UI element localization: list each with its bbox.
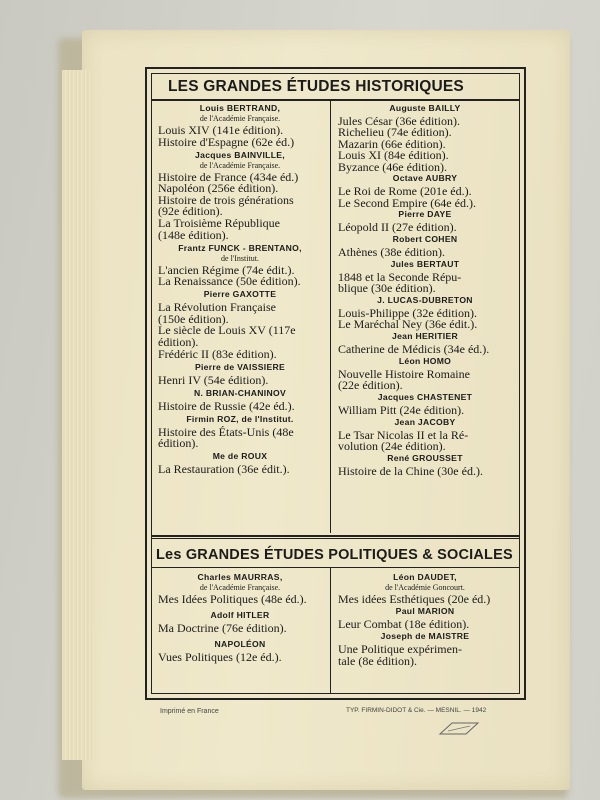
work-title: (150e édition). [158,311,229,326]
work-title: Leur Combat (18e édition). [338,617,470,631]
column-divider-top [330,101,331,533]
work-title: Catherine de Médicis (34e éd.). [338,342,490,356]
author-name: Léon HOMO [398,355,452,366]
footer-printed-in: Imprimé en France [160,708,219,715]
author-name: Jacques CHASTENET [377,391,473,402]
work-title: Une Politique expérimen- [338,642,462,656]
work-title: Mes idées Esthétiques (20e éd.) [338,592,491,606]
author-name: Pierre GAXOTTE [203,289,277,300]
column-divider-bottom [330,568,331,693]
work-title: Byzance (46e édition). [338,159,447,174]
author-name: Pierre DAYE [398,209,452,220]
work-title: 1848 et la Seconde Répu- [338,269,462,284]
work-title: Histoire de France (434e éd.) [158,169,299,184]
work-title: Jules César (36e édition). [338,114,460,128]
author-name: Adolf HITLER [210,610,270,620]
work-title: L'ancien Régime (74e édit.). [158,262,295,277]
author-name: Frantz FUNCK - BRENTANO, [178,242,302,253]
work-title: Le Tsar Nicolas II et la Ré- [338,427,469,442]
top-section-title: LES GRANDES ÉTUDES HISTORIQUES [168,78,464,95]
section-rule-top [152,535,519,537]
work-title: Histoire de Russie (42e éd.). [158,398,295,413]
work-title: Histoire de la Chine (30e éd.). [338,463,483,478]
work-title: Le Maréchal Ney (36e édit.). [338,317,478,332]
work-title: La Révolution Française [158,300,276,315]
author-name: Pierre de VAISSIERE [194,361,286,372]
author-name: J. LUCAS-DUBRETON [377,294,473,305]
work-title: La Restauration (36e édit.). [158,462,290,477]
work-title: Léopold II (27e édition). [338,220,457,235]
author-name: Joseph de MAISTRE [380,631,470,641]
work-title: Henri IV (54e édition). [158,372,269,387]
work-title: William Pitt (24e édition). [338,402,465,417]
page-edges [62,70,92,760]
work-title: Richelieu (74e édition). [338,125,452,140]
work-title: Louis-Philippe (32e édition). [338,305,477,320]
work-title: Histoire de trois générations [158,192,294,207]
work-title: volution (24e édition). [338,438,446,453]
author-name: Robert COHEN [392,234,458,245]
work-title: La Renaissance (50e édition). [158,274,301,289]
work-title: Histoire d'Espagne (62e éd.) [158,134,295,149]
publisher-logo-icon [436,720,482,738]
work-title: tale (8e édition). [338,654,417,668]
footer-printer: TYP. FIRMIN-DIDOT & Cie. — MESNIL. — 1942 [346,707,487,714]
work-title: édition). [158,436,199,451]
author-name: Léon DAUDET, [393,572,457,582]
work-title: Louis XI (84e édition). [338,148,449,163]
work-title: blique (30e édition). [338,281,436,296]
work-title: Louis XIV (141e édition). [158,123,284,137]
author-name: Firmin ROZ, de l'Institut. [186,413,294,424]
work-title: Athènes (38e édition). [338,245,445,260]
top-title-rule [152,99,519,101]
author-title: de l'Académie Française. [199,160,281,170]
bottom-section-title: Les GRANDES ÉTUDES POLITIQUES & SOCIALES [156,547,513,563]
work-title: Le Second Empire (64e éd.). [338,195,476,210]
author-name: Jean HERITIER [392,331,458,341]
author-name: Paul MARION [395,606,455,616]
author-name: Jacques BAINVILLE, [195,149,285,160]
author-name: René GROUSSET [387,452,463,463]
bottom-title-rule [152,567,519,568]
work-title: (22e édition). [338,378,403,393]
author-name: N. BRIAN-CHANINOV [194,387,286,398]
author-name: Jean JACOBY [394,416,456,427]
author-title: de l'Institut. [221,253,259,263]
author-name: Jules BERTAUT [390,258,460,269]
author-name: Louis BERTRAND, [199,103,281,113]
work-title: La Troisième République [158,216,280,230]
work-title: Ma Doctrine (76e édition). [158,621,287,635]
work-title: (148e édition). [158,227,229,242]
work-title: Frédéric II (83e édition). [158,346,277,361]
author-title: de l'Académie Française. [199,114,281,123]
work-title: édition). [158,335,199,349]
author-title: de l'Académie Goncourt. [385,583,465,592]
author-name: Auguste BAILLY [389,103,461,113]
author-name: NAPOLÉON [214,639,266,649]
work-title: Vues Politiques (12e éd.). [158,650,282,664]
work-title: Mazarin (66e édition). [338,136,446,151]
work-title: Le siècle de Louis XV (117e [158,323,296,338]
author-name: Charles MAURRAS, [197,572,283,582]
author-title: de l'Académie Française. [199,583,281,592]
work-title: Le Roi de Rome (201e éd.). [338,184,472,199]
author-name: Me de ROUX [212,451,268,462]
work-title: Histoire des États-Unis (48e [158,424,294,439]
work-title: Mes Idées Politiques (48e éd.). [158,592,307,606]
work-title: (92e édition). [158,204,223,219]
work-title: Nouvelle Histoire Romaine [338,366,470,381]
section-rule-bottom [152,538,519,539]
author-name: Octave AUBRY [392,173,458,184]
work-title: Napoléon (256e édition). [158,181,279,196]
